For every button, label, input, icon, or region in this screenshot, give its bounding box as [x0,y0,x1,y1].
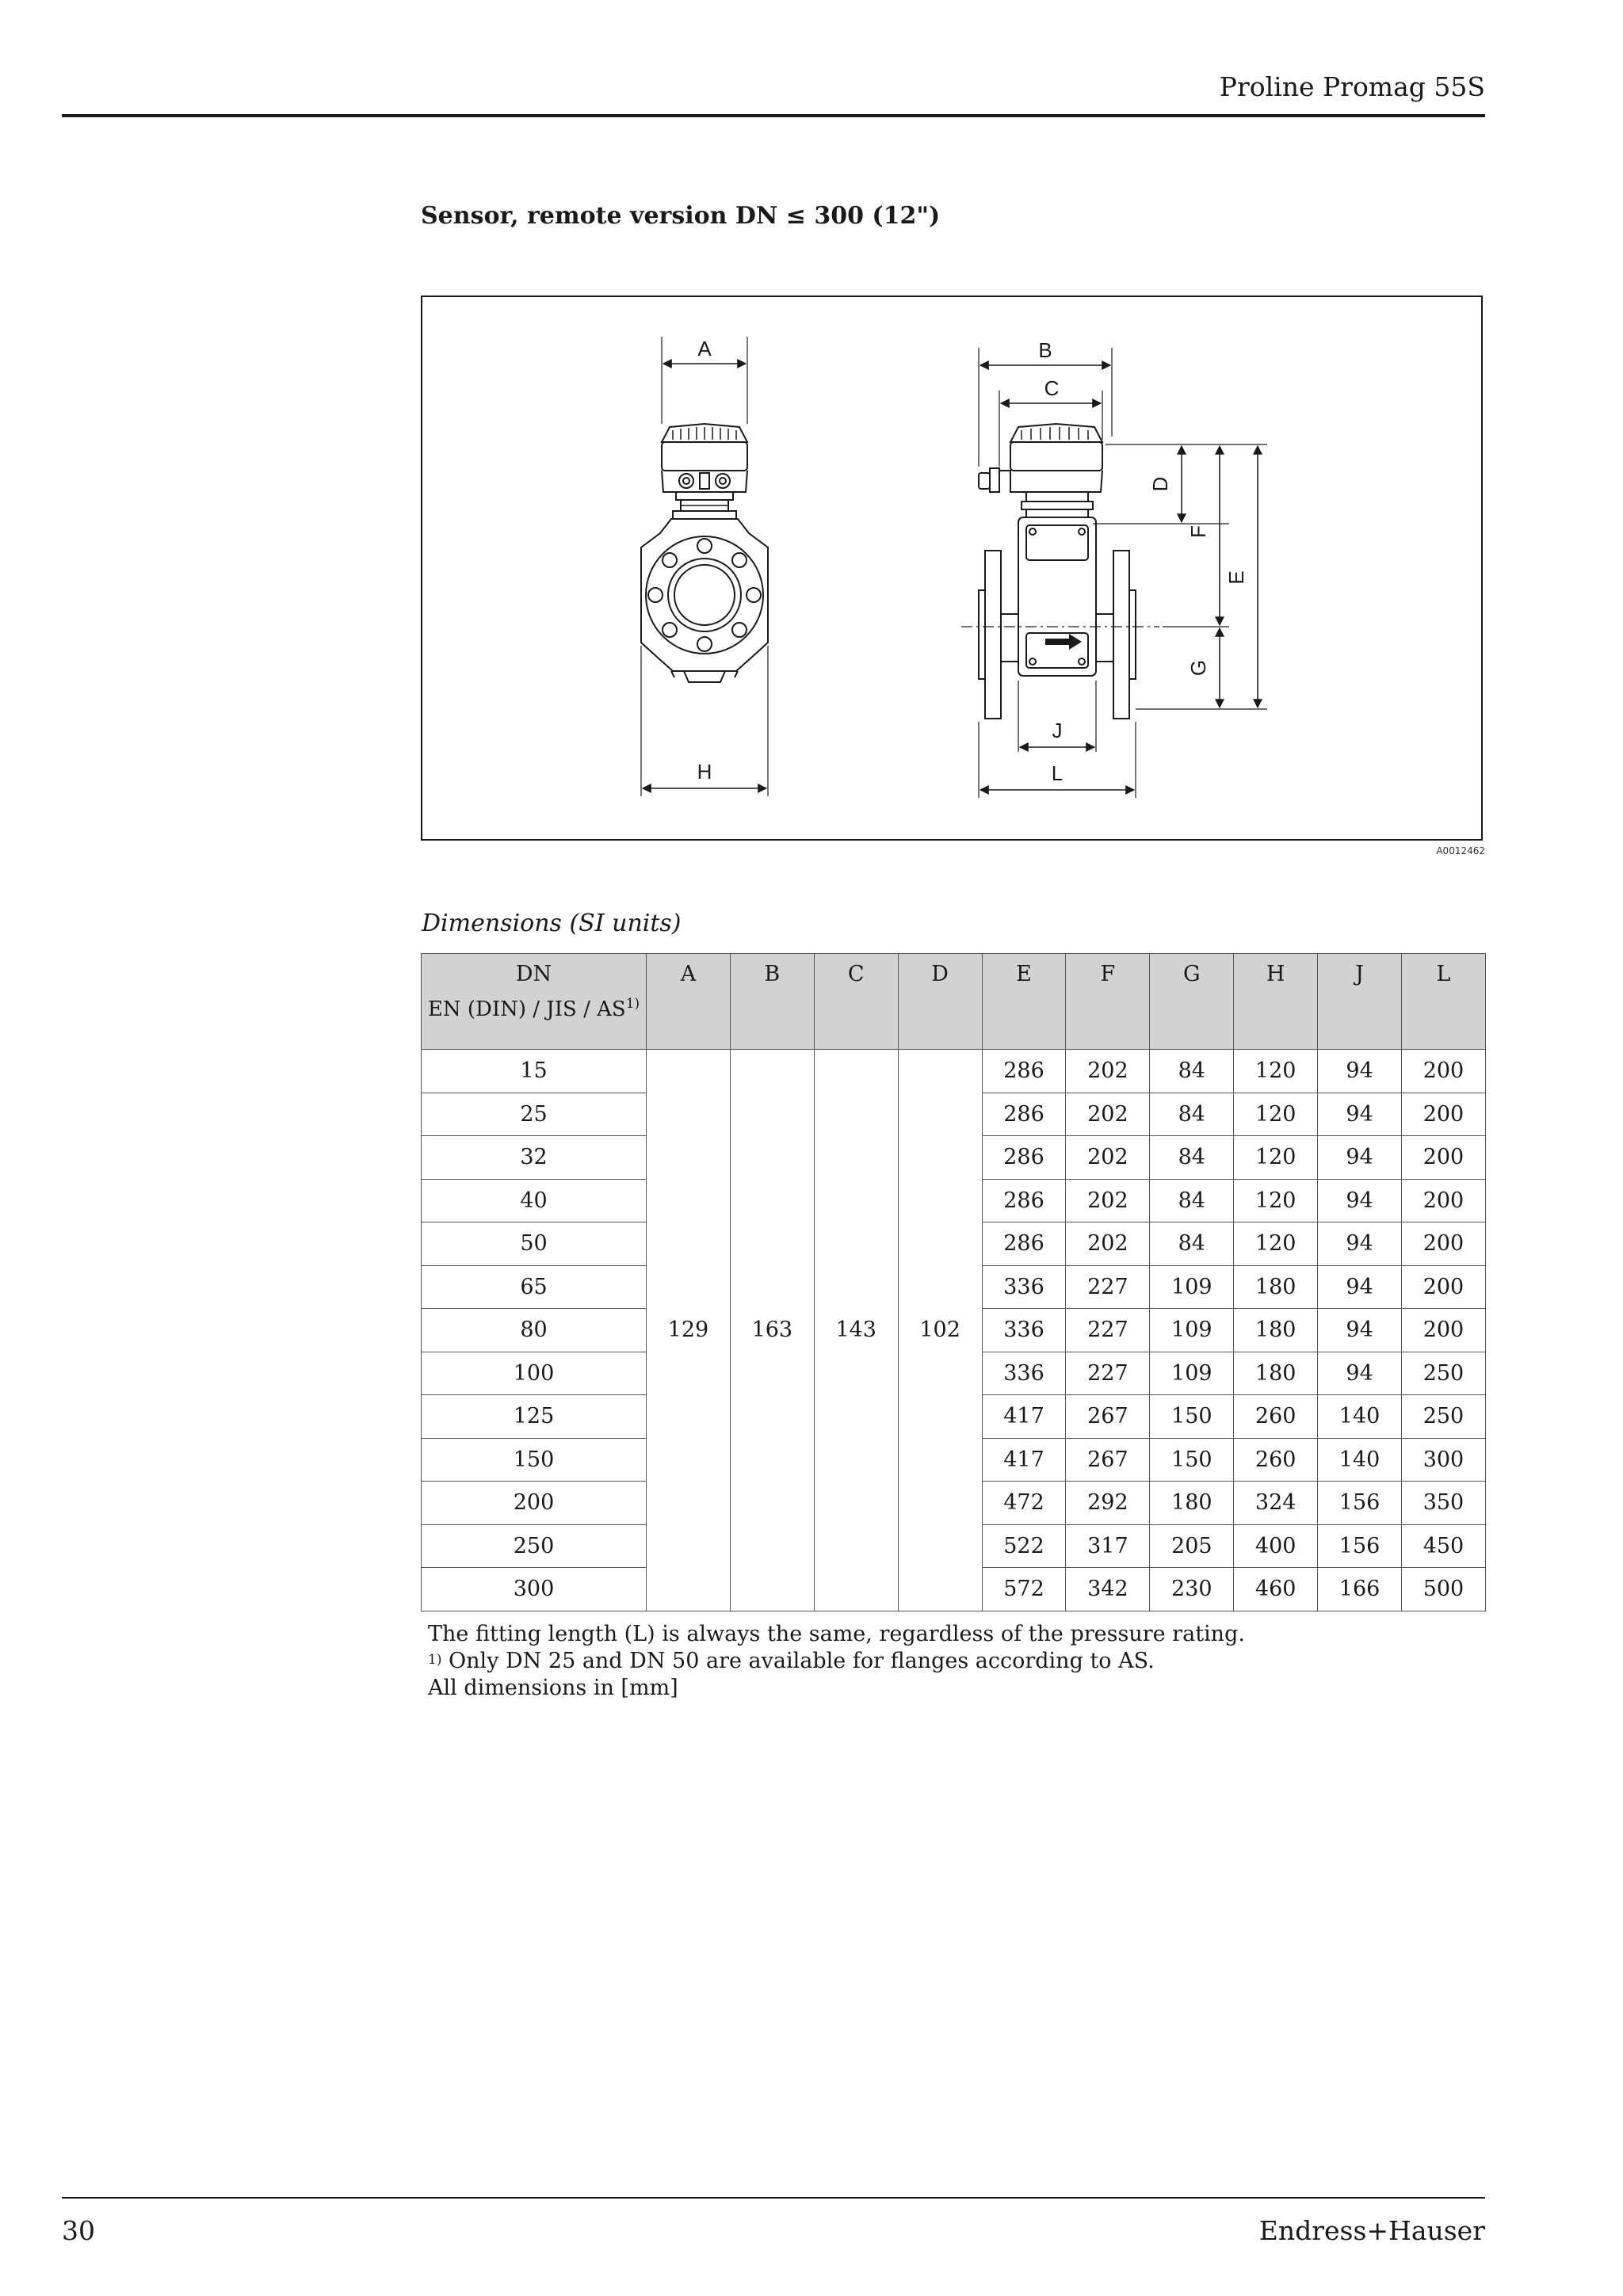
cell-E: 572 [982,1568,1066,1611]
cell-dn: 65 [422,1265,647,1309]
section-title: Sensor, remote version DN ≤ 300 (12") [421,202,941,230]
cell-G: 84 [1150,1136,1234,1180]
cell-H: 260 [1234,1395,1318,1439]
cell-E: 286 [982,1050,1066,1093]
cell-H: 120 [1234,1179,1318,1222]
note-footnote-mark: 1) [428,1652,442,1668]
cell-F: 267 [1066,1438,1150,1482]
cell-J: 94 [1318,1222,1402,1266]
cell-H: 120 [1234,1093,1318,1136]
dim-label-F: F [1186,525,1210,538]
cell-L: 250 [1402,1395,1486,1439]
cell-G: 84 [1150,1050,1234,1093]
cell-J: 94 [1318,1136,1402,1180]
cell-dn: 300 [422,1568,647,1611]
dim-label-D: D [1148,476,1172,492]
cell-G: 205 [1150,1524,1234,1568]
cell-dn: 250 [422,1524,647,1568]
dim-label-H: H [697,760,712,784]
table-row [422,1050,1486,1093]
cell-E: 336 [982,1352,1066,1395]
cell-J: 156 [1318,1482,1402,1525]
header-col-A: A [647,954,731,1050]
header-dn-standards-text: EN (DIN) / JIS / AS [427,997,626,1021]
cell-F: 317 [1066,1524,1150,1568]
cell-G: 150 [1150,1395,1234,1439]
cell-J: 94 [1318,1093,1402,1136]
front-view [641,337,768,796]
dim-label-C: C [1044,376,1060,400]
cell-H: 180 [1234,1265,1318,1309]
cell-L: 200 [1402,1222,1486,1266]
page-number: 30 [62,2215,95,2246]
cell-J: 94 [1318,1179,1402,1222]
table-header-row [422,954,1486,1050]
header-col-C: C [814,954,898,1050]
cell-dn: 25 [422,1093,647,1136]
cell-J: 140 [1318,1395,1402,1439]
dim-label-B: B [1038,338,1052,362]
cell-L: 200 [1402,1179,1486,1222]
cell-J: 166 [1318,1568,1402,1611]
header-dn-label: DN [515,962,552,986]
cell-L: 500 [1402,1568,1486,1611]
cell-G: 230 [1150,1568,1234,1611]
cell-E: 286 [982,1179,1066,1222]
cell-L: 450 [1402,1524,1486,1568]
header-rule [62,114,1485,117]
cell-L: 200 [1402,1093,1486,1136]
header-col-H: H [1234,954,1318,1050]
dimension-drawing [421,296,1483,841]
cell-dn: 32 [422,1136,647,1180]
cell-G: 84 [1150,1179,1234,1222]
dim-label-E: E [1224,570,1248,585]
cell-H: 120 [1234,1222,1318,1266]
cell-E: 336 [982,1265,1066,1309]
cell-C-merged: 143 [814,1050,898,1611]
cell-F: 227 [1066,1309,1150,1352]
header-col-G: G [1150,954,1234,1050]
cell-E: 286 [982,1093,1066,1136]
cell-G: 109 [1150,1309,1234,1352]
cell-J: 94 [1318,1050,1402,1093]
cell-dn: 150 [422,1438,647,1482]
cell-A-merged: 129 [647,1050,731,1611]
cell-L: 300 [1402,1438,1486,1482]
cell-G: 84 [1150,1093,1234,1136]
footer-brand: Endress+Hauser [1258,2215,1485,2246]
cell-F: 202 [1066,1179,1150,1222]
cell-F: 342 [1066,1568,1150,1611]
cell-J: 94 [1318,1265,1402,1309]
cell-F: 202 [1066,1136,1150,1180]
cell-L: 350 [1402,1482,1486,1525]
cell-L: 200 [1402,1265,1486,1309]
cell-dn: 50 [422,1222,647,1266]
cell-E: 417 [982,1395,1066,1439]
cell-G: 180 [1150,1482,1234,1525]
cell-F: 202 [1066,1222,1150,1266]
cell-E: 417 [982,1438,1066,1482]
cell-F: 202 [1066,1093,1150,1136]
cell-B-merged: 163 [730,1050,814,1611]
header-col-L: L [1402,954,1486,1050]
cell-H: 260 [1234,1438,1318,1482]
cell-F: 267 [1066,1395,1150,1439]
cell-H: 120 [1234,1136,1318,1180]
cell-H: 324 [1234,1482,1318,1525]
cell-J: 156 [1318,1524,1402,1568]
dim-label-A: A [697,337,712,360]
note-fitting-length: The fitting length (L) is always the same, regardless of the pressure rating. [428,1622,1245,1646]
cell-E: 472 [982,1482,1066,1525]
cell-G: 109 [1150,1352,1234,1395]
cell-L: 200 [1402,1136,1486,1180]
cell-dn: 40 [422,1179,647,1222]
figure-id: A0012462 [1436,845,1485,856]
side-view [961,338,1267,798]
note-units: All dimensions in [mm] [428,1676,678,1700]
header-col-B: B [730,954,814,1050]
cell-F: 227 [1066,1352,1150,1395]
cell-H: 180 [1234,1309,1318,1352]
cell-L: 250 [1402,1352,1486,1395]
cell-dn: 80 [422,1309,647,1352]
cell-J: 94 [1318,1309,1402,1352]
cell-J: 140 [1318,1438,1402,1482]
cell-E: 522 [982,1524,1066,1568]
dim-label-L: L [1051,761,1064,785]
cell-dn: 125 [422,1395,647,1439]
header-col-F: F [1066,954,1150,1050]
cell-G: 109 [1150,1265,1234,1309]
note-as-flanges [428,1648,1245,1675]
header-dn-standards [422,997,646,1021]
dim-label-G: G [1186,659,1210,677]
footer-rule [62,2197,1485,2199]
cell-dn: 100 [422,1352,647,1395]
cell-H: 180 [1234,1352,1318,1395]
table-caption: Dimensions (SI units) [422,910,682,937]
cell-F: 202 [1066,1050,1150,1093]
cell-dn: 200 [422,1482,647,1525]
header-dn-footnote-mark: 1) [625,996,640,1012]
header-col-E: E [982,954,1066,1050]
table-notes [428,1621,1245,1702]
cell-E: 286 [982,1222,1066,1266]
header-col-J: J [1318,954,1402,1050]
note-as-flanges-text: Only DN 25 and DN 50 are available for flanges according to AS. [441,1649,1155,1673]
cell-F: 227 [1066,1265,1150,1309]
cell-H: 120 [1234,1050,1318,1093]
cell-G: 84 [1150,1222,1234,1266]
cell-L: 200 [1402,1050,1486,1093]
cell-dn: 15 [422,1050,647,1093]
dim-label-J: J [1052,719,1063,742]
cell-J: 94 [1318,1352,1402,1395]
cell-G: 150 [1150,1438,1234,1482]
cell-H: 400 [1234,1524,1318,1568]
dimensions-table [421,953,1486,1611]
document-header-title: Proline Promag 55S [1219,71,1485,102]
cell-D-merged: 102 [898,1050,982,1611]
header-col-D: D [898,954,982,1050]
cell-E: 286 [982,1136,1066,1180]
cell-E: 336 [982,1309,1066,1352]
cell-F: 292 [1066,1482,1150,1525]
cell-L: 200 [1402,1309,1486,1352]
cell-H: 460 [1234,1568,1318,1611]
header-dn [422,954,647,1050]
